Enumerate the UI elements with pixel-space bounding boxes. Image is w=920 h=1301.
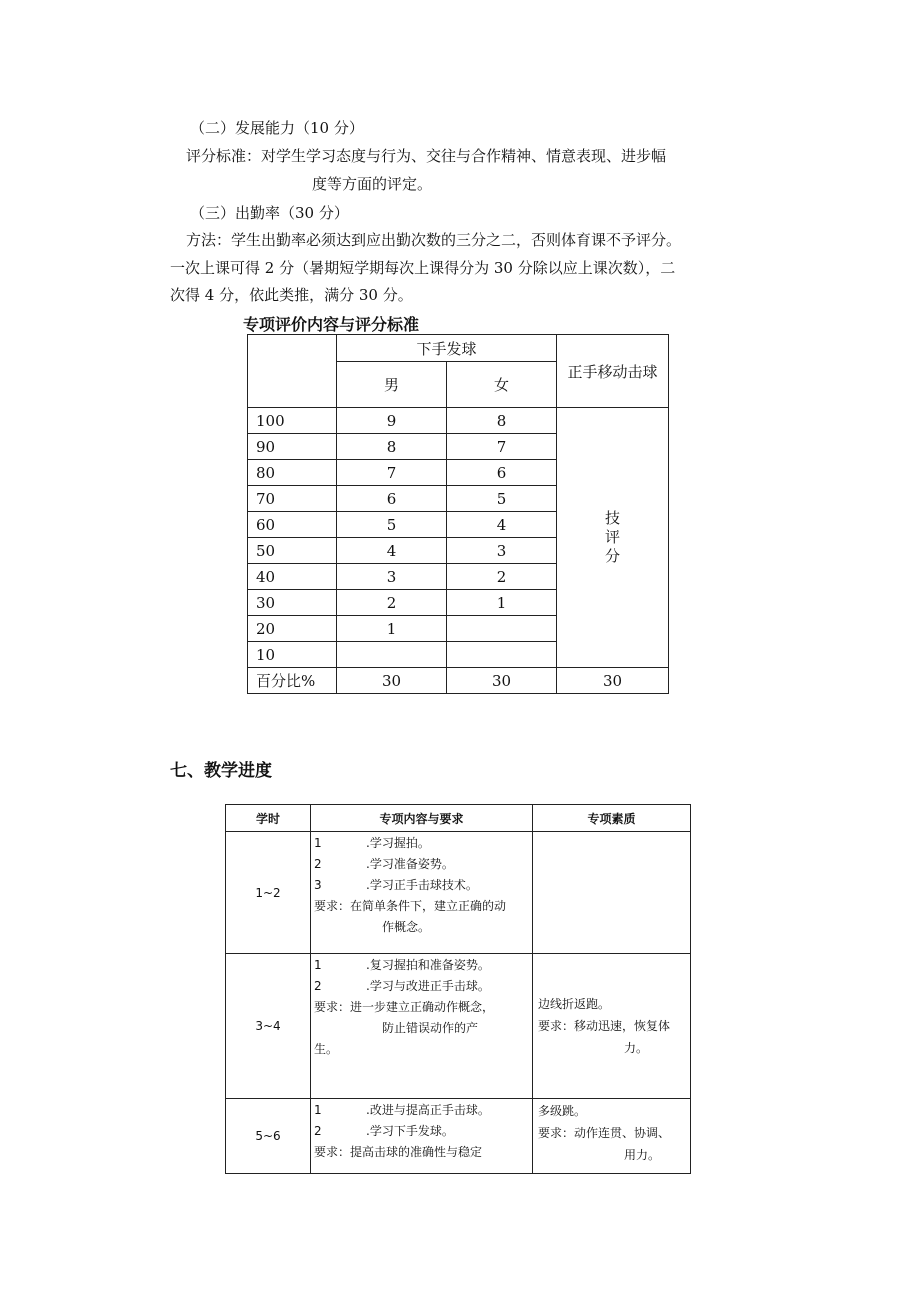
score-cell: 90 xyxy=(248,434,337,460)
table-row xyxy=(226,954,691,1099)
score-table-title: 专项评价内容与评分标准 xyxy=(243,315,420,334)
score-cell: 60 xyxy=(248,512,337,538)
progress-table xyxy=(225,804,691,1174)
serve-header: 下手发球 xyxy=(337,335,557,362)
attend-line-2: 一次上课可得 2 分（暑期短学期每次上课得分为 30 分除以应上课次数），二 xyxy=(170,259,676,277)
male-cell xyxy=(337,642,447,668)
score-cell: 50 xyxy=(248,538,337,564)
list-item: 2 .学习下手发球。 xyxy=(314,1124,454,1138)
percent-label: 百分比% xyxy=(248,668,337,694)
female-cell: 5 xyxy=(447,486,557,512)
content-cell xyxy=(311,1099,533,1174)
score-cell: 70 xyxy=(248,486,337,512)
content-cell xyxy=(311,832,533,954)
skill-line: 评 xyxy=(604,528,620,546)
score-corner-cell xyxy=(248,335,337,408)
requirement: 防止错误动作的产 xyxy=(382,1021,479,1035)
male-cell: 3 xyxy=(337,564,447,590)
score-cell: 80 xyxy=(248,460,337,486)
female-cell: 7 xyxy=(447,434,557,460)
content-header: 专项内容与要求 xyxy=(311,805,533,832)
list-item: 3 .学习正手击球技术。 xyxy=(314,878,478,892)
percent-male: 30 xyxy=(337,668,447,694)
male-cell: 9 xyxy=(337,408,447,434)
quality-line: 多级跳。 xyxy=(538,1104,587,1118)
score-cell: 30 xyxy=(248,590,337,616)
list-item: 1 .复习握拍和准备姿势。 xyxy=(314,958,490,972)
quality-cell xyxy=(533,954,691,1099)
requirement: 要求：在简单条件下，建立正确的动 xyxy=(314,899,507,913)
male-cell: 1 xyxy=(337,616,447,642)
skill-line: 技 xyxy=(604,509,620,527)
dev-title: （二）发展能力（10 分） xyxy=(190,119,364,137)
percent-forehand: 30 xyxy=(557,668,669,694)
female-cell: 1 xyxy=(447,590,557,616)
male-cell: 8 xyxy=(337,434,447,460)
quality-cell xyxy=(533,1099,691,1174)
requirement: 要求：提高击球的准确性与稳定 xyxy=(314,1145,483,1159)
attend-title: （三）出勤率（30 分） xyxy=(190,204,349,222)
hours-cell: 5~6 xyxy=(226,1099,311,1174)
requirement: 生。 xyxy=(314,1042,339,1056)
quality-line: 力。 xyxy=(624,1041,649,1055)
hours-cell: 1~2 xyxy=(226,832,311,954)
female-cell: 4 xyxy=(447,512,557,538)
male-cell: 6 xyxy=(337,486,447,512)
male-cell: 4 xyxy=(337,538,447,564)
attend-line-3: 次得 4 分，依此类推，满分 30 分。 xyxy=(170,286,413,304)
quality-line: 用力。 xyxy=(624,1148,661,1162)
female-cell: 3 xyxy=(447,538,557,564)
female-header: 女 xyxy=(447,362,557,408)
score-cell: 100 xyxy=(248,408,337,434)
male-cell: 7 xyxy=(337,460,447,486)
male-header: 男 xyxy=(337,362,447,408)
male-cell: 5 xyxy=(337,512,447,538)
requirement: 作概念。 xyxy=(382,920,431,934)
hours-cell: 3~4 xyxy=(226,954,311,1099)
female-cell xyxy=(447,616,557,642)
quality-line: 要求：移动迅速，恢复体 xyxy=(538,1019,671,1033)
quality-cell xyxy=(533,832,691,954)
percent-female: 30 xyxy=(447,668,557,694)
requirement: 要求：进一步建立正确动作概念， xyxy=(314,1000,495,1014)
score-cell: 10 xyxy=(248,642,337,668)
dev-line-1: 评分标准：对学生学习态度与行为、交往与合作精神、情意表现、进步幅 xyxy=(186,147,667,165)
male-cell: 2 xyxy=(337,590,447,616)
score-table xyxy=(247,334,669,694)
list-item: 1 .学习握拍。 xyxy=(314,836,430,850)
female-cell: 2 xyxy=(447,564,557,590)
female-cell: 6 xyxy=(447,460,557,486)
list-item: 1 .改进与提高正手击球。 xyxy=(314,1103,490,1117)
quality-header: 专项素质 xyxy=(533,805,691,832)
skill-line: 分 xyxy=(604,547,620,565)
quality-line: 边线折返跑。 xyxy=(538,997,611,1011)
table-row xyxy=(226,1099,691,1174)
score-cell: 40 xyxy=(248,564,337,590)
quality-line: 要求：动作连贯、协调、 xyxy=(538,1126,671,1140)
female-cell xyxy=(447,642,557,668)
score-cell: 20 xyxy=(248,616,337,642)
list-item: 2 .学习准备姿势。 xyxy=(314,857,454,871)
hours-header: 学时 xyxy=(226,805,311,832)
skill-score-cell xyxy=(557,408,669,668)
attend-line-1: 方法：学生出勤率必须达到应出勤次数的三分之二，否则体育课不予评分。 xyxy=(186,231,682,249)
content-cell xyxy=(311,954,533,1099)
female-cell: 8 xyxy=(447,408,557,434)
forehand-header: 正手移动击球 xyxy=(557,335,669,408)
progress-heading: 七、教学进度 xyxy=(170,761,272,781)
list-item: 2 .学习与改进正手击球。 xyxy=(314,979,490,993)
dev-line-2: 度等方面的评定。 xyxy=(312,175,433,193)
table-row xyxy=(226,832,691,954)
